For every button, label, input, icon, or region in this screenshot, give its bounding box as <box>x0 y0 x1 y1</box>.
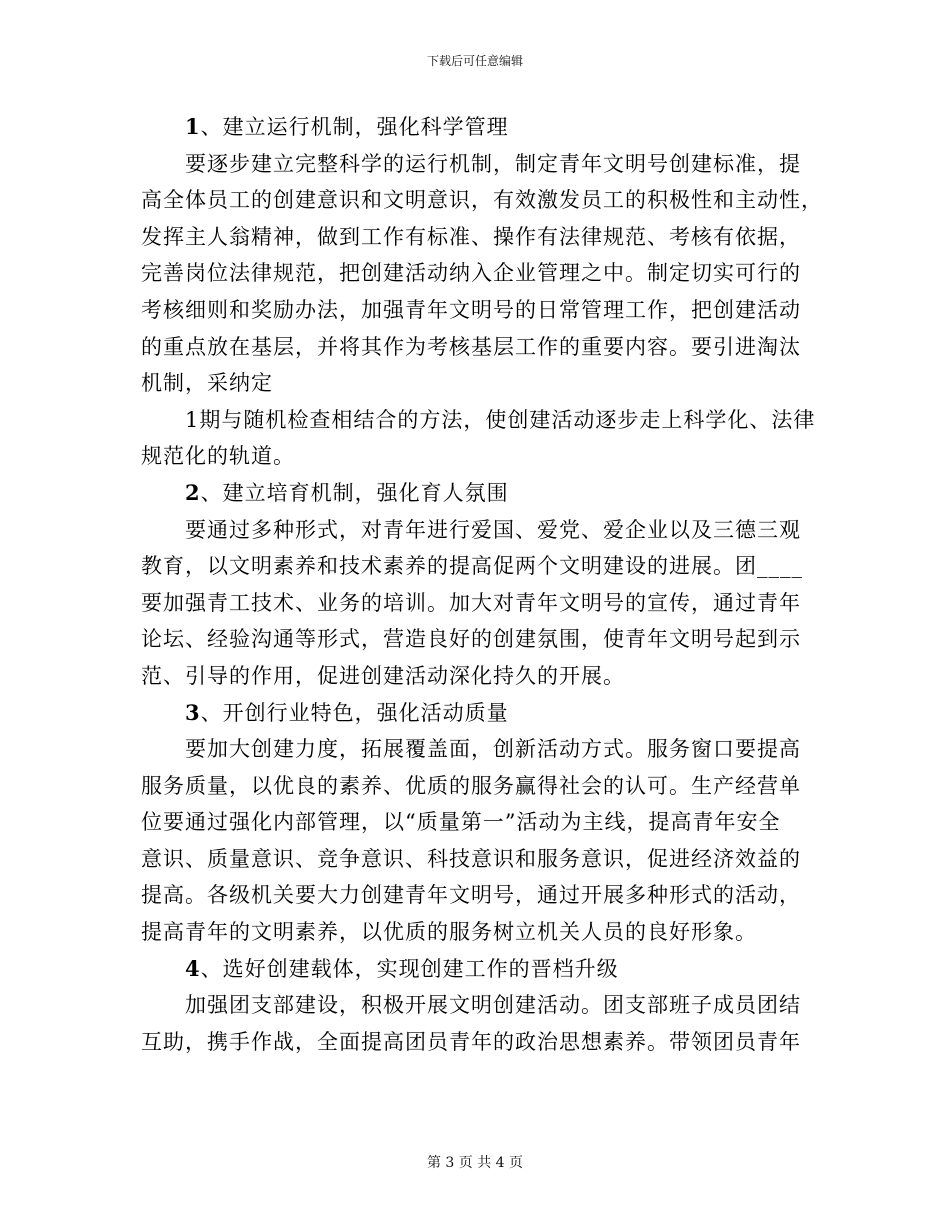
heading-text: 、建立运行机制，强化科学管理 <box>200 115 509 139</box>
section-heading-4 <box>141 951 813 988</box>
paragraph-line: 范、引导的作用，促进创建活动深化持久的开展。 <box>141 663 625 688</box>
heading-number: 3 <box>185 699 201 725</box>
paragraph-line: 要加强青工技术、业务的培训。加大对青年文明号的宣传，通过青年 <box>141 590 801 615</box>
paragraph-line: 考核细则和奖励办法，加强青年文明号的日常管理工作，把创建活动 <box>141 297 801 322</box>
paragraph-line: 要逐步建立完整科学的运行机制，制定青年文明号创建标准，提 <box>185 151 801 176</box>
heading-number: 1 <box>185 114 201 139</box>
paragraph-line: 规范化的轨道。 <box>141 444 295 469</box>
heading-text: 、选好创建载体，实现创建工作的晋档升级 <box>200 956 619 981</box>
paragraph-line: 要通过多种形式，对青年进行爱国、爱党、爱企业以及三德三观 <box>185 517 801 542</box>
section-heading-3 <box>141 695 813 732</box>
paragraph-line: 提高青年的文明素养，以优质的服务树立机关人员的良好形象。 <box>141 920 757 945</box>
paragraph-line: 高全体员工的创建意识和文明意识，有效激发员工的积极性和主动性， <box>141 188 823 213</box>
paragraph-line: 服务质量，以优良的素养、优质的服务赢得社会的认可。生产经营单 <box>141 773 801 798</box>
heading-number: 4 <box>185 955 201 981</box>
page-header: 下载后可任意编辑 <box>426 54 523 68</box>
heading-text: 、建立培育机制，强化育人氛围 <box>200 480 509 505</box>
heading-number: 2 <box>185 479 201 505</box>
paragraph-line: 机制，采纳定 <box>141 371 273 396</box>
paragraph-line: 加强团支部建设，积极开展文明创建活动。团支部班子成员团结 <box>185 993 801 1018</box>
section-heading-2 <box>141 475 813 512</box>
page-number: 第 3 页 共 4 页 <box>426 1155 524 1171</box>
paragraph-line: 完善岗位法律规范，把创建活动纳入企业管理之中。制定切实可行的 <box>141 261 801 286</box>
section-heading-1 <box>141 109 813 146</box>
paragraph-line: 提高。各级机关要大力创建青年文明号，通过开展多种形式的活动， <box>141 883 801 908</box>
paragraph-line: 的重点放在基层，并将其作为考核基层工作的重要内容。要引进淘汰 <box>141 334 801 359</box>
paragraph-line: 1期与随机检查相结合的方法，使创建活动逐步走上科学化、法律 <box>185 407 816 432</box>
heading-text: 、开创行业特色，强化活动质量 <box>200 700 509 725</box>
paragraph-line: 互助，携手作战，全面提高团员青年的政治思想素养。带领团员青年 <box>141 1029 801 1054</box>
paragraph-line: 论坛、经验沟通等形式，营造良好的创建氛围，使青年文明号起到示 <box>141 627 801 652</box>
paragraph-line: 意识、质量意识、竞争意识、科技意识和服务意识，促进经济效益的 <box>141 846 801 871</box>
paragraph-line: 教育，以文明素养和技术素养的提高促两个文明建设的进展。团____ <box>141 554 803 579</box>
paragraph-line: 发挥主人翁精神，做到工作有标准、操作有法律规范、考核有依据， <box>141 224 801 249</box>
paragraph-line: 位要通过强化内部管理，以“质量第一”活动为主线，提高青年安全 <box>141 810 781 835</box>
paragraph-line: 要加大创建力度，拓展覆盖面，创新活动方式。服务窗口要提高 <box>185 737 801 762</box>
document-body <box>141 109 823 1060</box>
